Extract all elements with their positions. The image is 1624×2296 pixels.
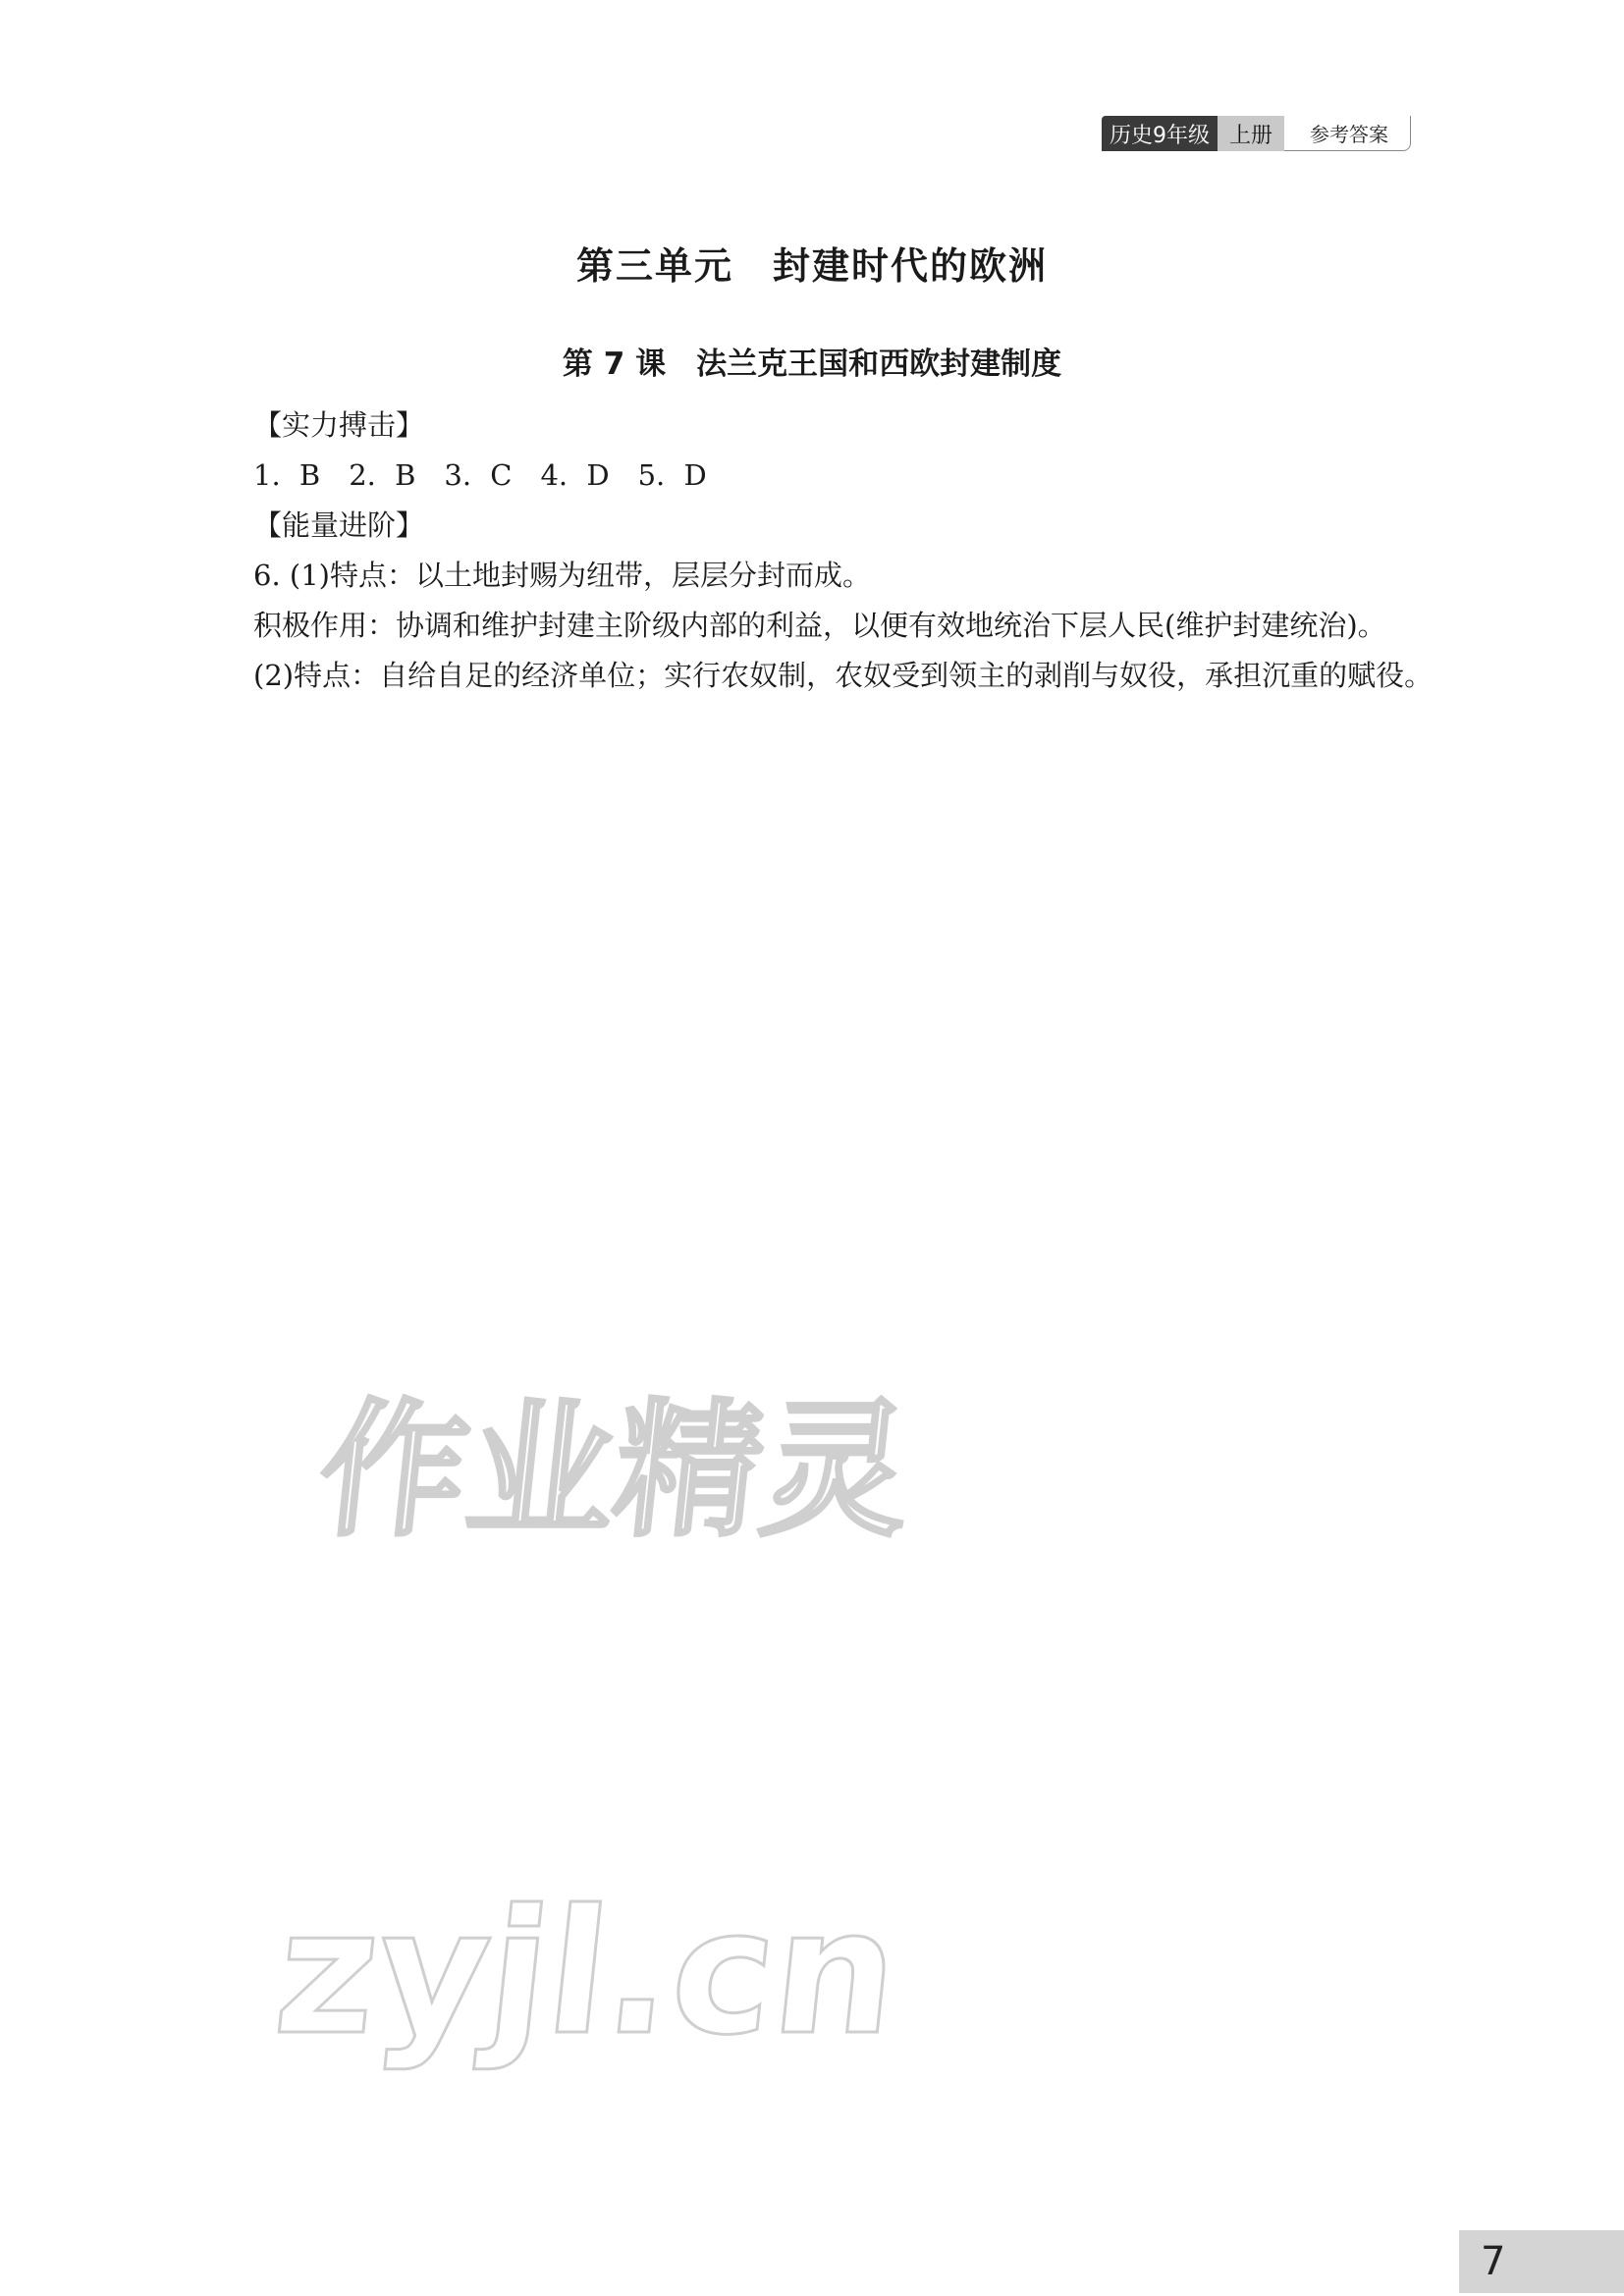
practice-answers: 1. B 2. B 3. C 4. D 5. D — [253, 458, 707, 492]
q6-part1-effect: 积极作用：协调和维护封建主阶级内部的利益，以便有效地统治下层人民(维护封建统治)。 — [253, 609, 1386, 642]
page-number: 7 — [1459, 2230, 1624, 2293]
header-subject: 历史9年级 — [1102, 116, 1218, 151]
advance-heading: 【能量进阶】 — [253, 508, 425, 542]
header-tab — [1102, 116, 1411, 151]
q6-part2: (2)特点：自给自足的经济单位；实行农奴制，农奴受到领主的剥削与奴役，承担沉重的赋役。 — [253, 659, 1434, 692]
practice-heading: 【实力搏击】 — [253, 408, 425, 442]
unit-title: 第三单元 封建时代的欧洲 — [575, 243, 1048, 288]
watermark-line1: 作业精灵 — [311, 1385, 919, 1557]
lesson-title: 第 7 课 法兰克王国和西欧封建制度 — [562, 347, 1062, 382]
q6-part1: 6. (1)特点：以土地封赐为纽带，层层分封而成。 — [253, 559, 871, 592]
watermark-line2: zyjl.cn — [267, 1873, 908, 2073]
watermark-logo — [267, 1345, 919, 2101]
header-volume: 上册 — [1218, 116, 1284, 151]
answer-content — [192, 400, 1449, 701]
header-section: 参考答案 — [1284, 116, 1411, 151]
